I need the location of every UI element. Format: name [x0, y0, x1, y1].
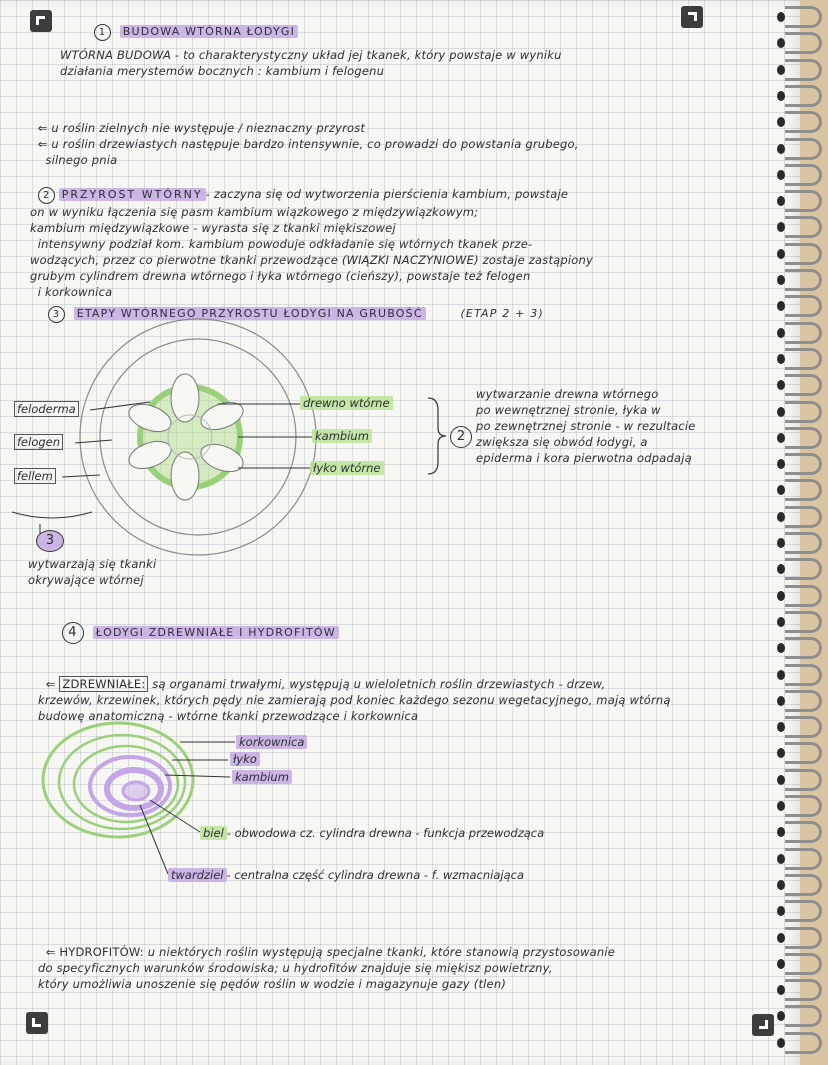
- section1-number: 1: [94, 24, 111, 41]
- binding-hole: [777, 1038, 785, 1048]
- section3-number: 3: [48, 306, 65, 323]
- binding-hole: [777, 170, 785, 180]
- binding-hole: [777, 880, 785, 890]
- binding-hole: [777, 91, 785, 101]
- brace: [428, 398, 446, 474]
- label-line: [62, 475, 100, 477]
- label-lyko-wtorne: łyko wtórne: [310, 461, 384, 475]
- section4-heading: [62, 622, 339, 644]
- binding-hole: [777, 407, 785, 417]
- label-biel: biel - obwodowa cz. cylindra drewna - funkcja przewodząca: [200, 826, 544, 840]
- label-lyko: łyko: [230, 752, 260, 766]
- section2-number: 2: [38, 187, 55, 204]
- binding-hole: [777, 617, 785, 627]
- binding-hole: [777, 538, 785, 548]
- petal: [171, 452, 199, 500]
- label-line: [165, 775, 230, 777]
- binding-hole: [777, 959, 785, 969]
- binding-hole: [777, 512, 785, 522]
- binding-hole: [777, 591, 785, 601]
- section3-title: ETAPY WTÓRNEGO PRZYROSTU ŁODYGI NA GRUBOŚĆ: [74, 307, 426, 320]
- bottom-number: 3: [36, 530, 68, 552]
- section3-explanation: wytwarzanie drewna wtórnego po wewnętrznej stronie, łyka w po zewnętrznej stronie - w rezultacie zwiększa się obwód łodygi, a epiderma i kora pierwotna odpadają: [476, 387, 696, 465]
- section3-bottom-text: wytwarzają się tkanki okrywające wtórnej: [28, 557, 157, 587]
- section1-note-herb: ⇐ u roślin zielnych nie występuje / nieznaczny przyrost: [37, 121, 366, 135]
- section4-zdrewniale: ⇐ ZDREWNIAŁE: są organami trwałymi, występują u wieloletnich roślin drzewiastych - drzew, krzewów, krzewinek, których pędy nie zamierają pod koniec każdego sezonu wegetacyjnego, mają wtórną budowę anatomiczną - wtórne tkanki przewodzące i korkownica: [38, 677, 671, 723]
- label-drewno-wtorne: drewno wtórne: [300, 396, 393, 410]
- section1-title: BUDOWA WTÓRNA ŁODYGI: [120, 25, 298, 38]
- tree-rings: [43, 723, 193, 837]
- arrow-icon: ⇐: [45, 945, 60, 959]
- binding-hole: [777, 670, 785, 680]
- label-felogen: felogen: [14, 435, 63, 449]
- arrow-icon: ⇐: [37, 121, 52, 135]
- label-twardziel: twardziel - centralna część cylindra drewna - f. wzmacniająca: [168, 868, 524, 882]
- section4-hydrofity: ⇐ HYDROFITÓW: u niektórych roślin występują specjalne tkanki, które stanowią przystosowanie do specyficznych warunków środowiska; u hydrofitów znajduje się miękisz powietrzny, który umożliwia unoszenie się pędów roślin w wodzie i magazynuje gazy (tlen): [38, 945, 616, 991]
- binding-hole: [777, 801, 785, 811]
- section3-stage-note: (ETAP 2 + 3): [460, 307, 544, 320]
- arrow-icon: ⇐: [45, 677, 60, 691]
- section1-note-wood: ⇐ u roślin drzewiastych następuje bardzo intensywnie, co prowadzi do powstania grubego, silnego pnia: [37, 137, 579, 167]
- binding-hole: [777, 328, 785, 338]
- label-kambium: kambium: [312, 429, 372, 443]
- label-fellem: fellem: [14, 469, 56, 483]
- section1-definition: WTÓRNA BUDOWA - to charakterystyczny układ jej tkanek, który powstaje w wyniku działania merystemów bocznych : kambium i felogenu: [60, 48, 562, 78]
- arrow-icon: ⇐: [37, 137, 52, 151]
- binding-hole: [777, 65, 785, 75]
- brace-number: 2: [450, 426, 476, 448]
- section4-number: 4: [62, 622, 84, 644]
- binding-hole: [777, 249, 785, 259]
- binding-hole: [777, 433, 785, 443]
- bottom-bracket: [12, 512, 92, 518]
- petal: [171, 374, 199, 422]
- section2-title: PRZYROST WTÓRNY: [59, 188, 206, 201]
- label-kambium-tree: kambium: [232, 770, 292, 784]
- binding-hole: [777, 144, 785, 154]
- binding-hole: [777, 933, 785, 943]
- section2-text: - zaczyna się od wytworzenia pierścienia kambium, powstaje on w wyniku łączenia się pasm kambium wiązkowego z międzywiązkowym; kambium międzywiązkowe - wyrasta się z tkanki miękiszowej intensywny podział kom. kambium powoduje odkładanie się wtórnych tkanek prze- wodzących, przez co pierwotne tkanki przewodzące (WIĄZKI NACZYNIOWE) zostaje zastąpiony grubym cylindrem drewna wtórnego i łyka wtórnego (cieńszy), powstaje też felogen i korkownica: [30, 187, 594, 299]
- label-feloderma: feloderma: [14, 402, 79, 416]
- binding-hole: [777, 354, 785, 364]
- section4-title: ŁODYGI ZDREWNIAŁE I HYDROFITÓW: [93, 626, 339, 639]
- binding-hole: [777, 696, 785, 706]
- binding-hole: [777, 12, 785, 22]
- label-korkownica: korkownica: [236, 735, 307, 749]
- binding-hole: [777, 275, 785, 285]
- binding-hole: [777, 775, 785, 785]
- binding-hole: [777, 854, 785, 864]
